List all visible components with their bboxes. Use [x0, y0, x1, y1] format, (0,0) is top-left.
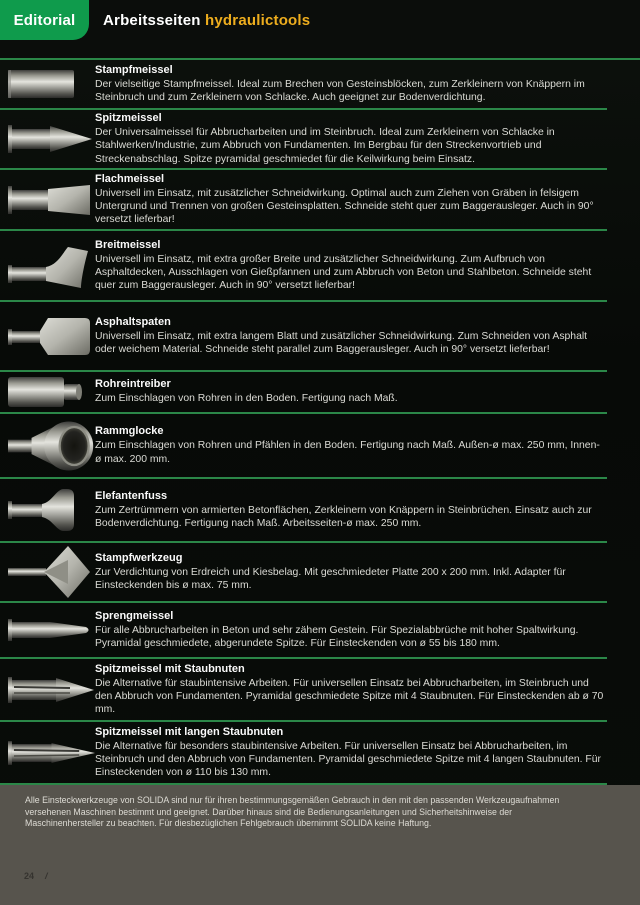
spitzmeissel-photo [0, 125, 95, 153]
tool-title: Flachmeissel [95, 172, 165, 185]
editorial-tab-label: Editorial [13, 11, 76, 29]
tool-row-asphaltspaten [0, 302, 607, 372]
disclaimer-text: Alle Einsteckwerkzeuge von SOLIDA sind nur für ihren bestimmungsgemäßen Gebrauch in den mit den passenden Werkzeugaufnahmen versehenen Maschinen bestimmt und geeignet. Darüber hinaus sind die Bedienungsanleitungen und Sicherheitshinweise der Maschinenhersteller zu beachten. Für diesbezüglichen Fehlgebrauch übernimmt SOLIDA keine Haftung. [25, 795, 560, 829]
tool-description: Der vielseitige Stampfmeissel. Ideal zum Brechen von Gesteinsblöcken, zum Zerkleinern von Knäppern im Steinbruch und zum Zerkleinern von Schlacke. Auch geeignet zur Bodenverdichtung. [95, 78, 585, 103]
tool-row-stampfwerkzeug [0, 543, 607, 603]
tool-row-elefantenfuss [0, 479, 607, 543]
tool-row-spitzmeissel-staubnuten [0, 659, 607, 722]
tool-row-spitzmeissel [0, 110, 607, 170]
page-title [103, 12, 310, 29]
page-number [24, 871, 48, 881]
tool-title: Spitzmeissel [95, 112, 162, 125]
rammglocke-photo [0, 418, 95, 474]
spitzmeissel-staubnuten-photo [0, 677, 95, 703]
stampfmeissel-photo [0, 70, 95, 98]
page-header [0, 0, 640, 60]
tool-title: Sprengmeissel [95, 609, 174, 622]
tool-description: Universell im Einsatz, mit zusätzlicher Schneidwirkung. Optimal auch zum Ziehen von Gräben in felsigem Untergrund und Trennen von großen Gesteinsplatten. Schneide steht quer zum Baggerausleger. Auch in 90° versetzt lieferbar! [95, 187, 594, 226]
tool-description: Zum Zertrümmern von armierten Betonflächen, Zerkleinern von Knäppern in Steinbrüchen. Einsatz auch zur Bodenverdichtung. Fertigung nach Maß. Arbeitsseiten-ø max. 250 mm. [95, 504, 592, 529]
tool-description: Der Universalmeissel für Abbrucharbeiten und im Steinbruch. Ideal zum Zerkleinern von Schlacke in Stahlwerken/Industrie, zum Abbruch von Fundamenten. Im Bergbau für den Streckenvortrieb und Streckenabschlag. Spitze pyramidal geschmiedet für die Keilwirkung beim Einsatz. [95, 127, 555, 165]
tool-title: Rohreintreiber [95, 378, 171, 391]
tool-description: Zur Verdichtung von Erdreich und Kiesbelag. Mit geschmiedeter Platte 200 x 200 mm. Inkl. Adapter für Einsteckenden bis ø max. 75 mm. [95, 566, 566, 591]
tool-description: Zum Einschlagen von Rohren und Pfählen in den Boden. Fertigung nach Maß. Außen-ø max. 250 mm, Innen-ø max. 200 mm. [95, 440, 600, 465]
tool-title: Stampfwerkzeug [95, 551, 183, 564]
tool-title: Rammglocke [95, 425, 164, 438]
tool-row-flachmeissel [0, 170, 607, 231]
elefantenfuss-photo [0, 486, 95, 534]
page-number-separator: / [45, 871, 48, 881]
sprengmeissel-photo [0, 619, 95, 641]
tool-title: Spitzmeissel mit langen Staubnuten [95, 725, 284, 738]
tool-title: Stampfmeissel [95, 63, 173, 76]
tool-row-spitzmeissel-lange-staubnuten [0, 722, 607, 785]
breitmeissel-photo [0, 243, 95, 289]
tool-description: Für alle Abbrucharbeiten in Beton und sehr zähem Gestein. Für Spezialabbrüche mit hoher Spaltwirkung. Pyramidal geschmiedete, abgerundete Spitze. Für Einsteckenden von ø 55 bis 180 mm. [95, 624, 579, 649]
tool-row-stampfmeissel [0, 60, 607, 110]
tool-description: Zum Einschlagen von Rohren in den Boden. Fertigung nach Maß. [95, 393, 398, 405]
page-title-highlight: hydraulictools [205, 12, 311, 29]
page-number-value: 24 [24, 871, 35, 881]
tool-title: Breitmeissel [95, 238, 161, 251]
page-footer [0, 785, 640, 905]
tool-list [0, 60, 640, 785]
rohreintreiber-photo [0, 375, 95, 409]
editorial-tab [0, 0, 89, 40]
tool-title: Asphaltspaten [95, 315, 171, 328]
tool-title: Spitzmeissel mit Staubnuten [95, 662, 245, 675]
tool-row-breitmeissel [0, 231, 607, 302]
spitzmeissel-lange-staubnuten-photo [0, 741, 95, 765]
tool-description: Universell im Einsatz, mit extra großer Breite und zusätzlicher Schneidwirkung. Zum Aufbruch von Asphaltdecken, Ausschlagen von Gießpfannen und zum Abbruch von Beton und Stahlbeton. Schneide steht quer zum Baggerausleger. Auch in 90° versetzt lieferbar! [95, 253, 592, 292]
tool-description: Universell im Einsatz, mit extra langem Blatt und zusätzlicher Schneidwirkung. Zum Schneiden von Asphalt oder weichem Material. Schneide steht parallel zum Baggerausleger. Auch in 90° versetzt lieferbar! [95, 330, 588, 355]
tool-description: Die Alternative für staubintensive Arbeiten. Für universellen Einsatz bei Abbrucharbeiten, im Steinbruch und den Abbruch von Fundamenten. Pyramidal geschmiedete Spitze mit 4 Staubnuten. Für Einsteckenden ab ø 70 mm. [95, 677, 604, 716]
tool-row-sprengmeissel [0, 603, 607, 659]
tool-description: Die Alternative für besonders staubintensive Arbeiten. Für universellen Einsatz bei Abbrucharbeiten, im Steinbruch und den Abbruch von Fundamenten. Pyramidal geschmiedete Spitze mit 4 langen Staubnuten. Für Einsteckenden von ø 110 bis 130 mm. [95, 740, 601, 779]
tool-title: Elefantenfuss [95, 489, 168, 502]
flachmeissel-photo [0, 185, 95, 215]
page-title-text: Arbeitsseiten [103, 12, 201, 29]
tool-row-rammglocke [0, 414, 607, 479]
tool-row-rohreintreiber [0, 372, 607, 414]
asphaltspaten-photo [0, 314, 95, 358]
stampfwerkzeug-photo [0, 545, 95, 599]
